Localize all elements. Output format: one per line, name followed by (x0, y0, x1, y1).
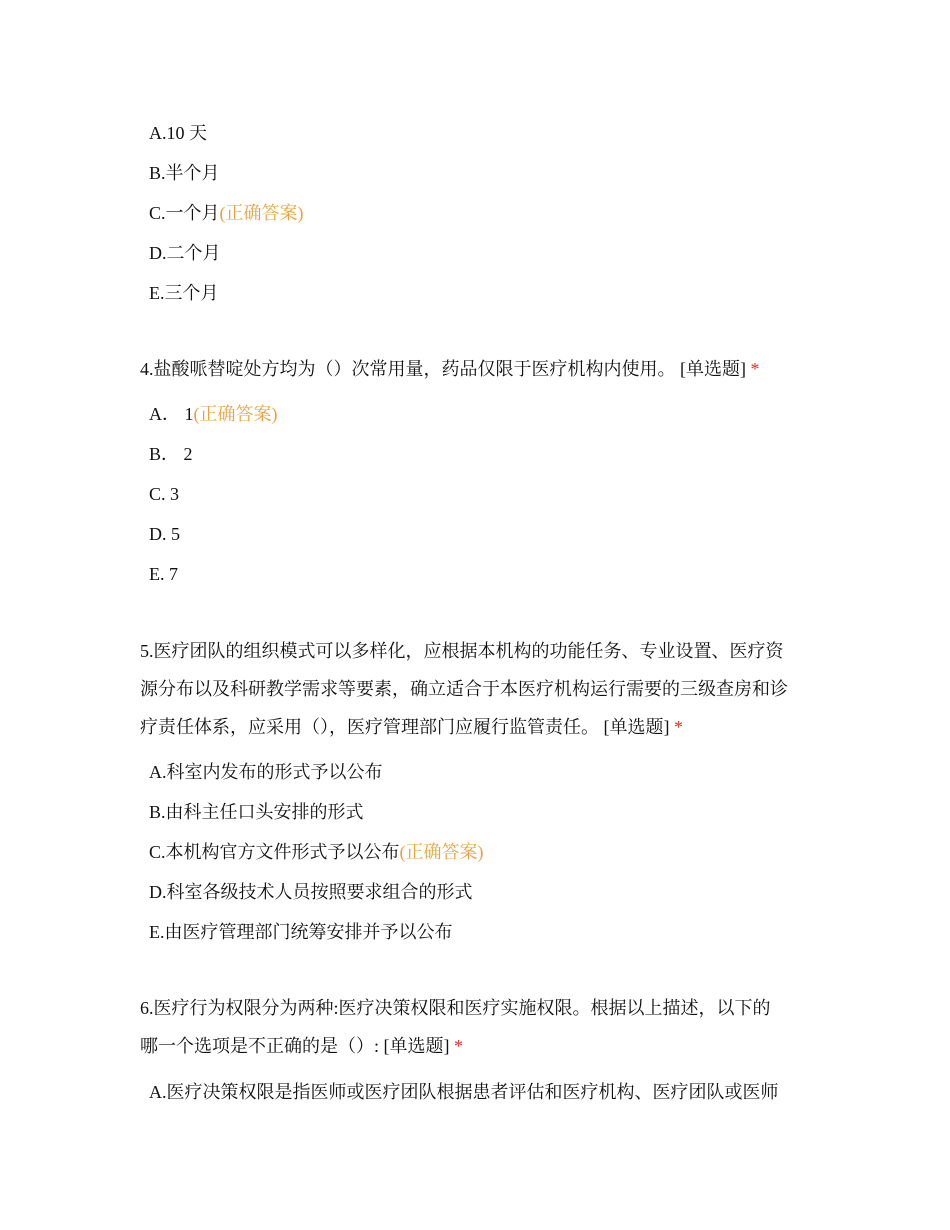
option-q5-b[interactable] (149, 800, 364, 824)
option-q3-b[interactable] (149, 161, 220, 185)
option-q3-c[interactable] (149, 201, 304, 225)
option-text: C.本机构官方文件形式予以公布 (149, 842, 400, 862)
question-line: 源分布以及科研教学需求等要素，确立适合于本医疗机构运行需要的三级查房和诊 (140, 679, 788, 699)
option-text: E.由医疗管理部门统筹安排并予以公布 (149, 922, 453, 942)
correct-answer-tag: (正确答案) (193, 404, 278, 424)
question-line: 疗责任体系，应采用（），医疗管理部门应履行监管责任。 [单选题] * (140, 717, 683, 737)
option-text: B． 2 (149, 444, 193, 464)
option-q4-b[interactable] (149, 442, 193, 466)
option-text: D.二个月 (149, 243, 221, 263)
option-q6-a[interactable] (149, 1080, 779, 1104)
required-mark: * (750, 359, 760, 379)
question-line: 哪一个选项是不正确的是（）: [单选题] * (140, 1036, 463, 1056)
question-4-title (140, 350, 820, 388)
option-text: D. 5 (149, 524, 180, 544)
question-type-tag: [单选题] (383, 1036, 450, 1056)
question-type-tag: [单选题] (603, 717, 670, 737)
option-q3-a[interactable] (149, 121, 207, 145)
option-q3-e[interactable] (149, 281, 219, 305)
option-q5-d[interactable] (149, 880, 473, 904)
option-text: A.医疗决策权限是指医师或医疗团队根据患者评估和医疗机构、医疗团队或医师 (149, 1082, 779, 1102)
required-mark: * (674, 717, 683, 737)
option-text: C. 3 (149, 484, 180, 504)
option-text: B.半个月 (149, 163, 220, 183)
option-q4-d[interactable] (149, 522, 180, 546)
option-q4-a[interactable] (149, 402, 278, 426)
option-text: D.科室各级技术人员按照要求组合的形式 (149, 882, 473, 902)
question-6-title (140, 989, 820, 1065)
option-text: E.三个月 (149, 283, 219, 303)
option-text: E. 7 (149, 564, 178, 584)
correct-answer-tag: (正确答案) (219, 203, 304, 223)
option-text: C.一个月 (149, 203, 220, 223)
question-line: 4.盐酸哌替啶处方均为（）次常用量，药品仅限于医疗机构内使用。 [单选题] * (140, 359, 760, 379)
option-text: A.10 天 (149, 123, 207, 143)
option-q5-e[interactable] (149, 920, 453, 944)
option-text: B.由科主任口头安排的形式 (149, 802, 364, 822)
question-5-title (140, 632, 820, 746)
question-type-tag: [单选题] (680, 359, 746, 379)
option-text: A． 1 (149, 404, 194, 424)
option-text: A.科室内发布的形式予以公布 (149, 762, 383, 782)
option-q4-c[interactable] (149, 482, 179, 506)
option-q4-e[interactable] (149, 562, 178, 586)
correct-answer-tag: (正确答案) (399, 842, 484, 862)
question-line: 6.医疗行为权限分为两种:医疗决策权限和医疗实施权限。根据以上描述，以下的 (140, 998, 771, 1018)
required-mark: * (454, 1036, 463, 1056)
option-q5-a[interactable] (149, 760, 383, 784)
question-line: 5.医疗团队的组织模式可以多样化，应根据本机构的功能任务、专业设置、医疗资 (140, 641, 784, 661)
option-q5-c[interactable] (149, 840, 484, 864)
option-q3-d[interactable] (149, 241, 221, 265)
